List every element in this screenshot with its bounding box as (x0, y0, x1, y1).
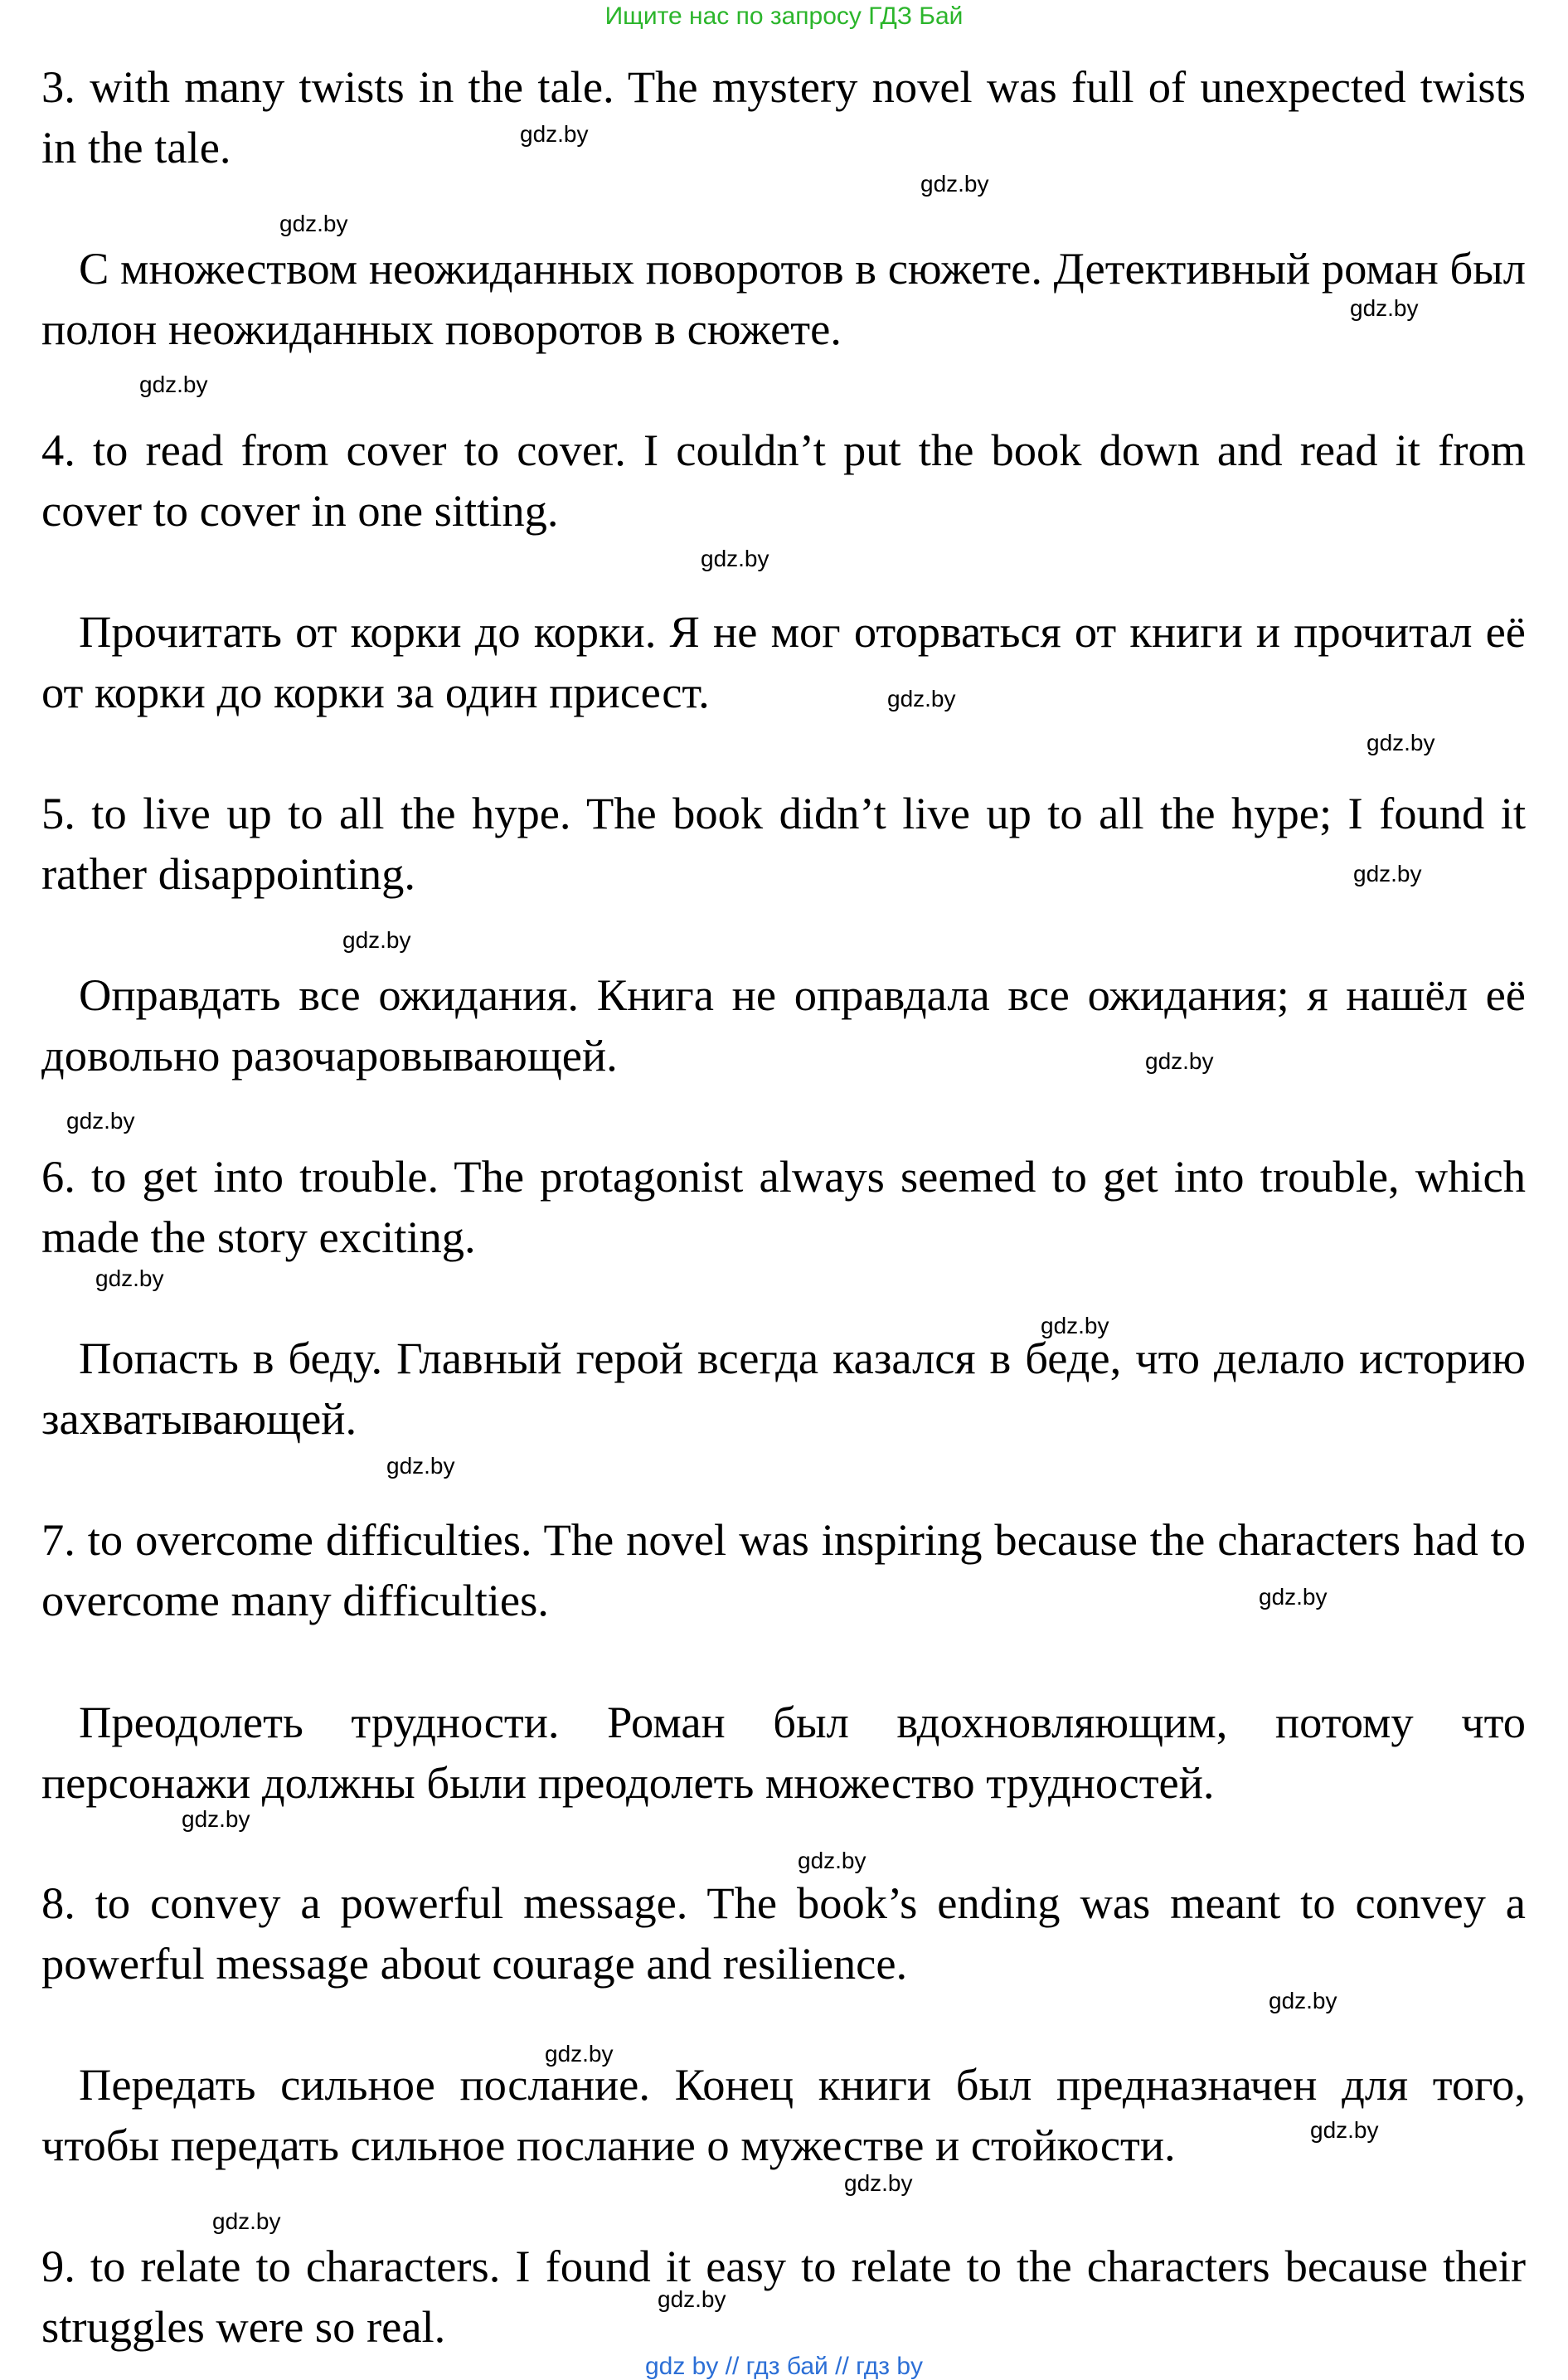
watermark: gdz.by (1041, 1313, 1109, 1338)
watermark: gdz.by (701, 546, 769, 571)
watermark: gdz.by (1259, 1584, 1328, 1610)
watermark: gdz.by (386, 1453, 455, 1479)
watermark: gdz.by (279, 211, 348, 236)
watermark: gdz.by (1353, 861, 1422, 886)
watermark: gdz.by (1269, 1988, 1337, 2013)
entry-6-english: 6. to get into trouble. The protagonist always seemed to get into trouble, which made the story exciting. (41, 1151, 1526, 1262)
watermark: gdz.by (212, 2208, 281, 2234)
entry-6-russian: Попасть в беду. Главный герой всегда казался в беде, что делало историю захватывающей. (41, 1333, 1526, 1444)
entry-9-english: 9. to relate to characters. I found it easy to relate to the characters because their struggles were so real. (41, 2241, 1526, 2352)
watermark: gdz.by (342, 927, 411, 953)
watermark: gdz.by (182, 1806, 250, 1832)
entry-8-english: 8. to convey a powerful message. The book’s ending was meant to convey a powerful message about courage and resilience. (41, 1877, 1526, 1989)
watermark: gdz.by (1350, 295, 1419, 321)
watermark: gdz.by (658, 2286, 726, 2312)
entry-3-english: 3. with many twists in the tale. The mystery novel was full of unexpected twists in the tale. (41, 61, 1526, 172)
watermark: gdz.by (1145, 1048, 1214, 1074)
watermark: gdz.by (844, 2170, 913, 2196)
entry-4-russian: Прочитать от корки до корки. Я не мог оторваться от книги и прочитал её от корки до корки за один присест. (41, 606, 1526, 717)
watermark: gdz.by (1310, 2117, 1379, 2143)
header-banner[interactable]: Ищите нас по запросу ГДЗ Бай (604, 2, 964, 30)
entry-4-english: 4. to read from cover to cover. I couldn’t put the book down and read it from cover to cover in one sitting. (41, 425, 1526, 536)
watermark: gdz.by (520, 121, 589, 147)
footer-banner[interactable]: gdz by // гдз бай // гдз by (644, 2353, 924, 2380)
watermark: gdz.by (95, 1265, 164, 1291)
watermark: gdz.by (798, 1848, 867, 1873)
entry-5-russian: Оправдать все ожидания. Книга не оправдала все ожидания; я нашёл её довольно разочаровывающей. (41, 969, 1526, 1081)
watermark: gdz.by (887, 686, 956, 712)
entry-7-russian: Преодолеть трудности. Роман был вдохновляющим, потому что персонажи должны были преодолеть множество трудностей. (41, 1697, 1526, 1808)
watermark: gdz.by (139, 372, 208, 397)
entry-3-russian: С множеством неожиданных поворотов в сюжете. Детективный роман был полон неожиданных поворотов в сюжете. (41, 243, 1526, 354)
entry-5-english: 5. to live up to all the hype. The book didn’t live up to all the hype; I found it rather disappointing. (41, 788, 1526, 899)
watermark: gdz.by (545, 2041, 614, 2067)
watermark: gdz.by (1367, 730, 1435, 755)
entry-7-english: 7. to overcome difficulties. The novel was inspiring because the characters had to overcome many difficulties. (41, 1514, 1526, 1625)
entry-8-russian: Передать сильное послание. Конец книги был предназначен для того, чтобы передать сильное послание о мужестве и стойкости. (41, 2059, 1526, 2170)
watermark: gdz.by (920, 171, 989, 197)
watermark: gdz.by (66, 1108, 135, 1134)
